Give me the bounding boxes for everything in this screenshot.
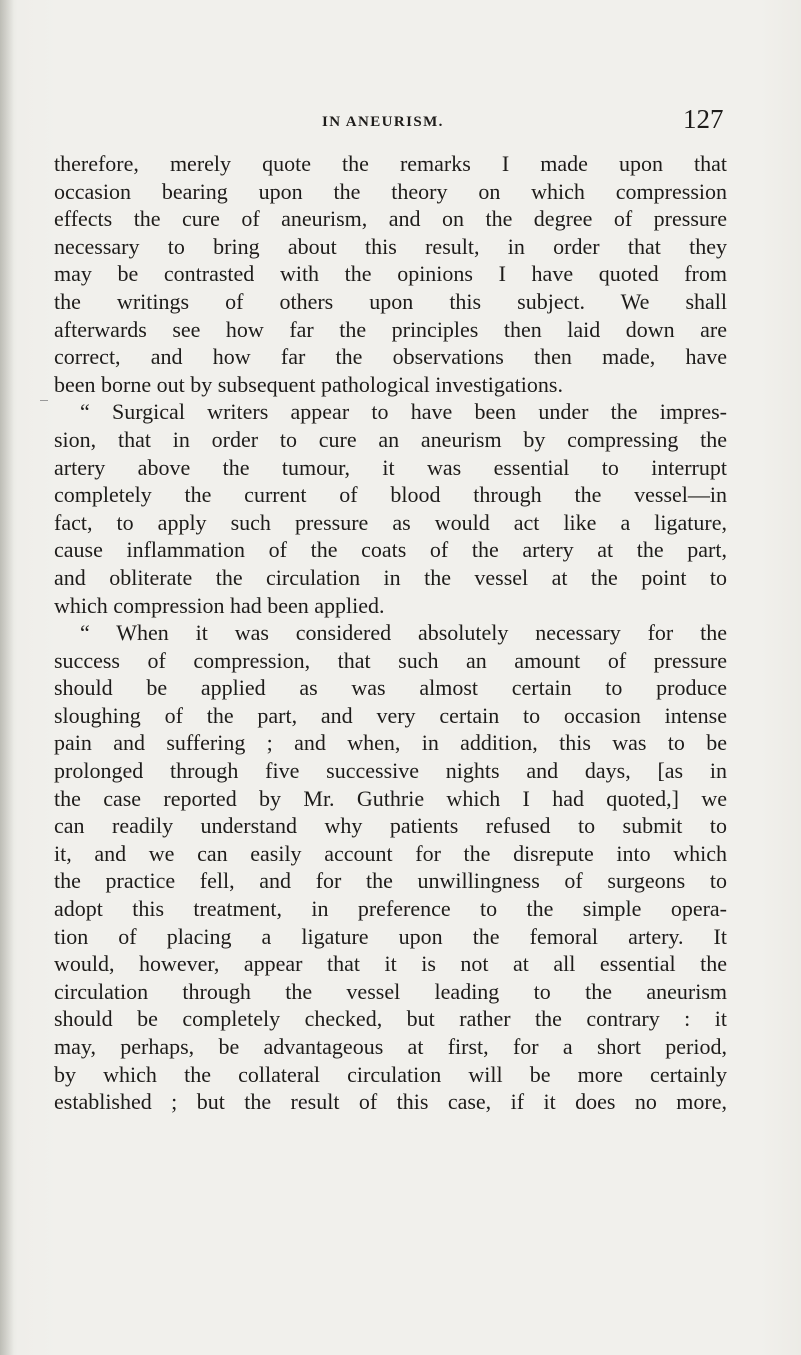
text-line: established ; but the result of this case, if it does no more, — [54, 1089, 727, 1115]
text-line: cause inflammation of the coats of the artery at the part, — [54, 537, 727, 563]
spine-shadow — [0, 0, 14, 1355]
text-line: the case reported by Mr. Guthrie which I had quoted,] we — [54, 785, 727, 811]
text-line: may, perhaps, be advantageous at first, for a short period, — [54, 1034, 727, 1059]
text-line: it, and we can easily account for the disrepute into which — [54, 840, 727, 866]
text-line: the writings of others upon this subject. We shall — [54, 288, 727, 314]
text-line: which compression had been applied. — [54, 592, 385, 618]
text-line: and obliterate the circulation in the vessel at the point to — [54, 564, 727, 590]
page-number: 127 — [683, 104, 724, 134]
paragraph-start-line: “ Surgical writers appear to have been under the impres- — [80, 399, 727, 425]
text-line: artery above the tumour, it was essential to interrupt — [54, 454, 727, 480]
text-line: completely the current of blood through the vessel—in — [54, 482, 727, 508]
text-line: tion of placing a ligature upon the femoral artery. It — [54, 923, 727, 949]
body-text — [54, 150, 727, 1116]
text-line: fact, to apply such pressure as would act like a ligature, — [54, 509, 727, 535]
text-line: sloughing of the part, and very certain to occasion intense — [54, 702, 727, 728]
text-line: can readily understand why patients refused to submit to — [54, 813, 727, 839]
text-line: adopt this treatment, in preference to the simple opera- — [54, 896, 727, 922]
text-line: by which the collateral circulation will be more certainly — [54, 1061, 727, 1087]
text-line: occasion bearing upon the theory on which compression — [54, 178, 727, 204]
text-line: therefore, merely quote the remarks I made upon that — [54, 151, 727, 176]
text-line: prolonged through five successive nights and days, [as in — [54, 758, 727, 784]
text-line: should be applied as was almost certain to produce — [54, 675, 727, 701]
text-line: should be completely checked, but rather the contrary : it — [54, 1006, 727, 1032]
text-line: success of compression, that such an amount of pressure — [54, 647, 727, 673]
text-line: been borne out by subsequent pathological investigations. — [54, 371, 563, 397]
text-line: afterwards see how far the principles then laid down are — [54, 316, 727, 342]
text-line: correct, and how far the observations then made, have — [54, 344, 727, 370]
paragraph-start-line: “ When it was considered absolutely necessary for the — [80, 620, 727, 646]
text-line: effects the cure of aneurism, and on the degree of pressure — [54, 206, 727, 232]
text-line: would, however, appear that it is not at all essential the — [54, 951, 727, 977]
text-line: circulation through the vessel leading to the aneurism — [54, 978, 727, 1004]
running-head — [0, 104, 801, 134]
margin-mark — [40, 400, 48, 401]
text-line: pain and suffering ; and when, in addition, this was to be — [54, 730, 727, 756]
text-line: the practice fell, and for the unwillingness of surgeons to — [54, 868, 727, 894]
text-line: may be contrasted with the opinions I have quoted from — [54, 261, 727, 287]
text-line: necessary to bring about this result, in order that they — [54, 233, 727, 259]
text-line: sion, that in order to cure an aneurism by compressing the — [54, 426, 727, 452]
running-title: IN ANEURISM. — [322, 114, 444, 130]
